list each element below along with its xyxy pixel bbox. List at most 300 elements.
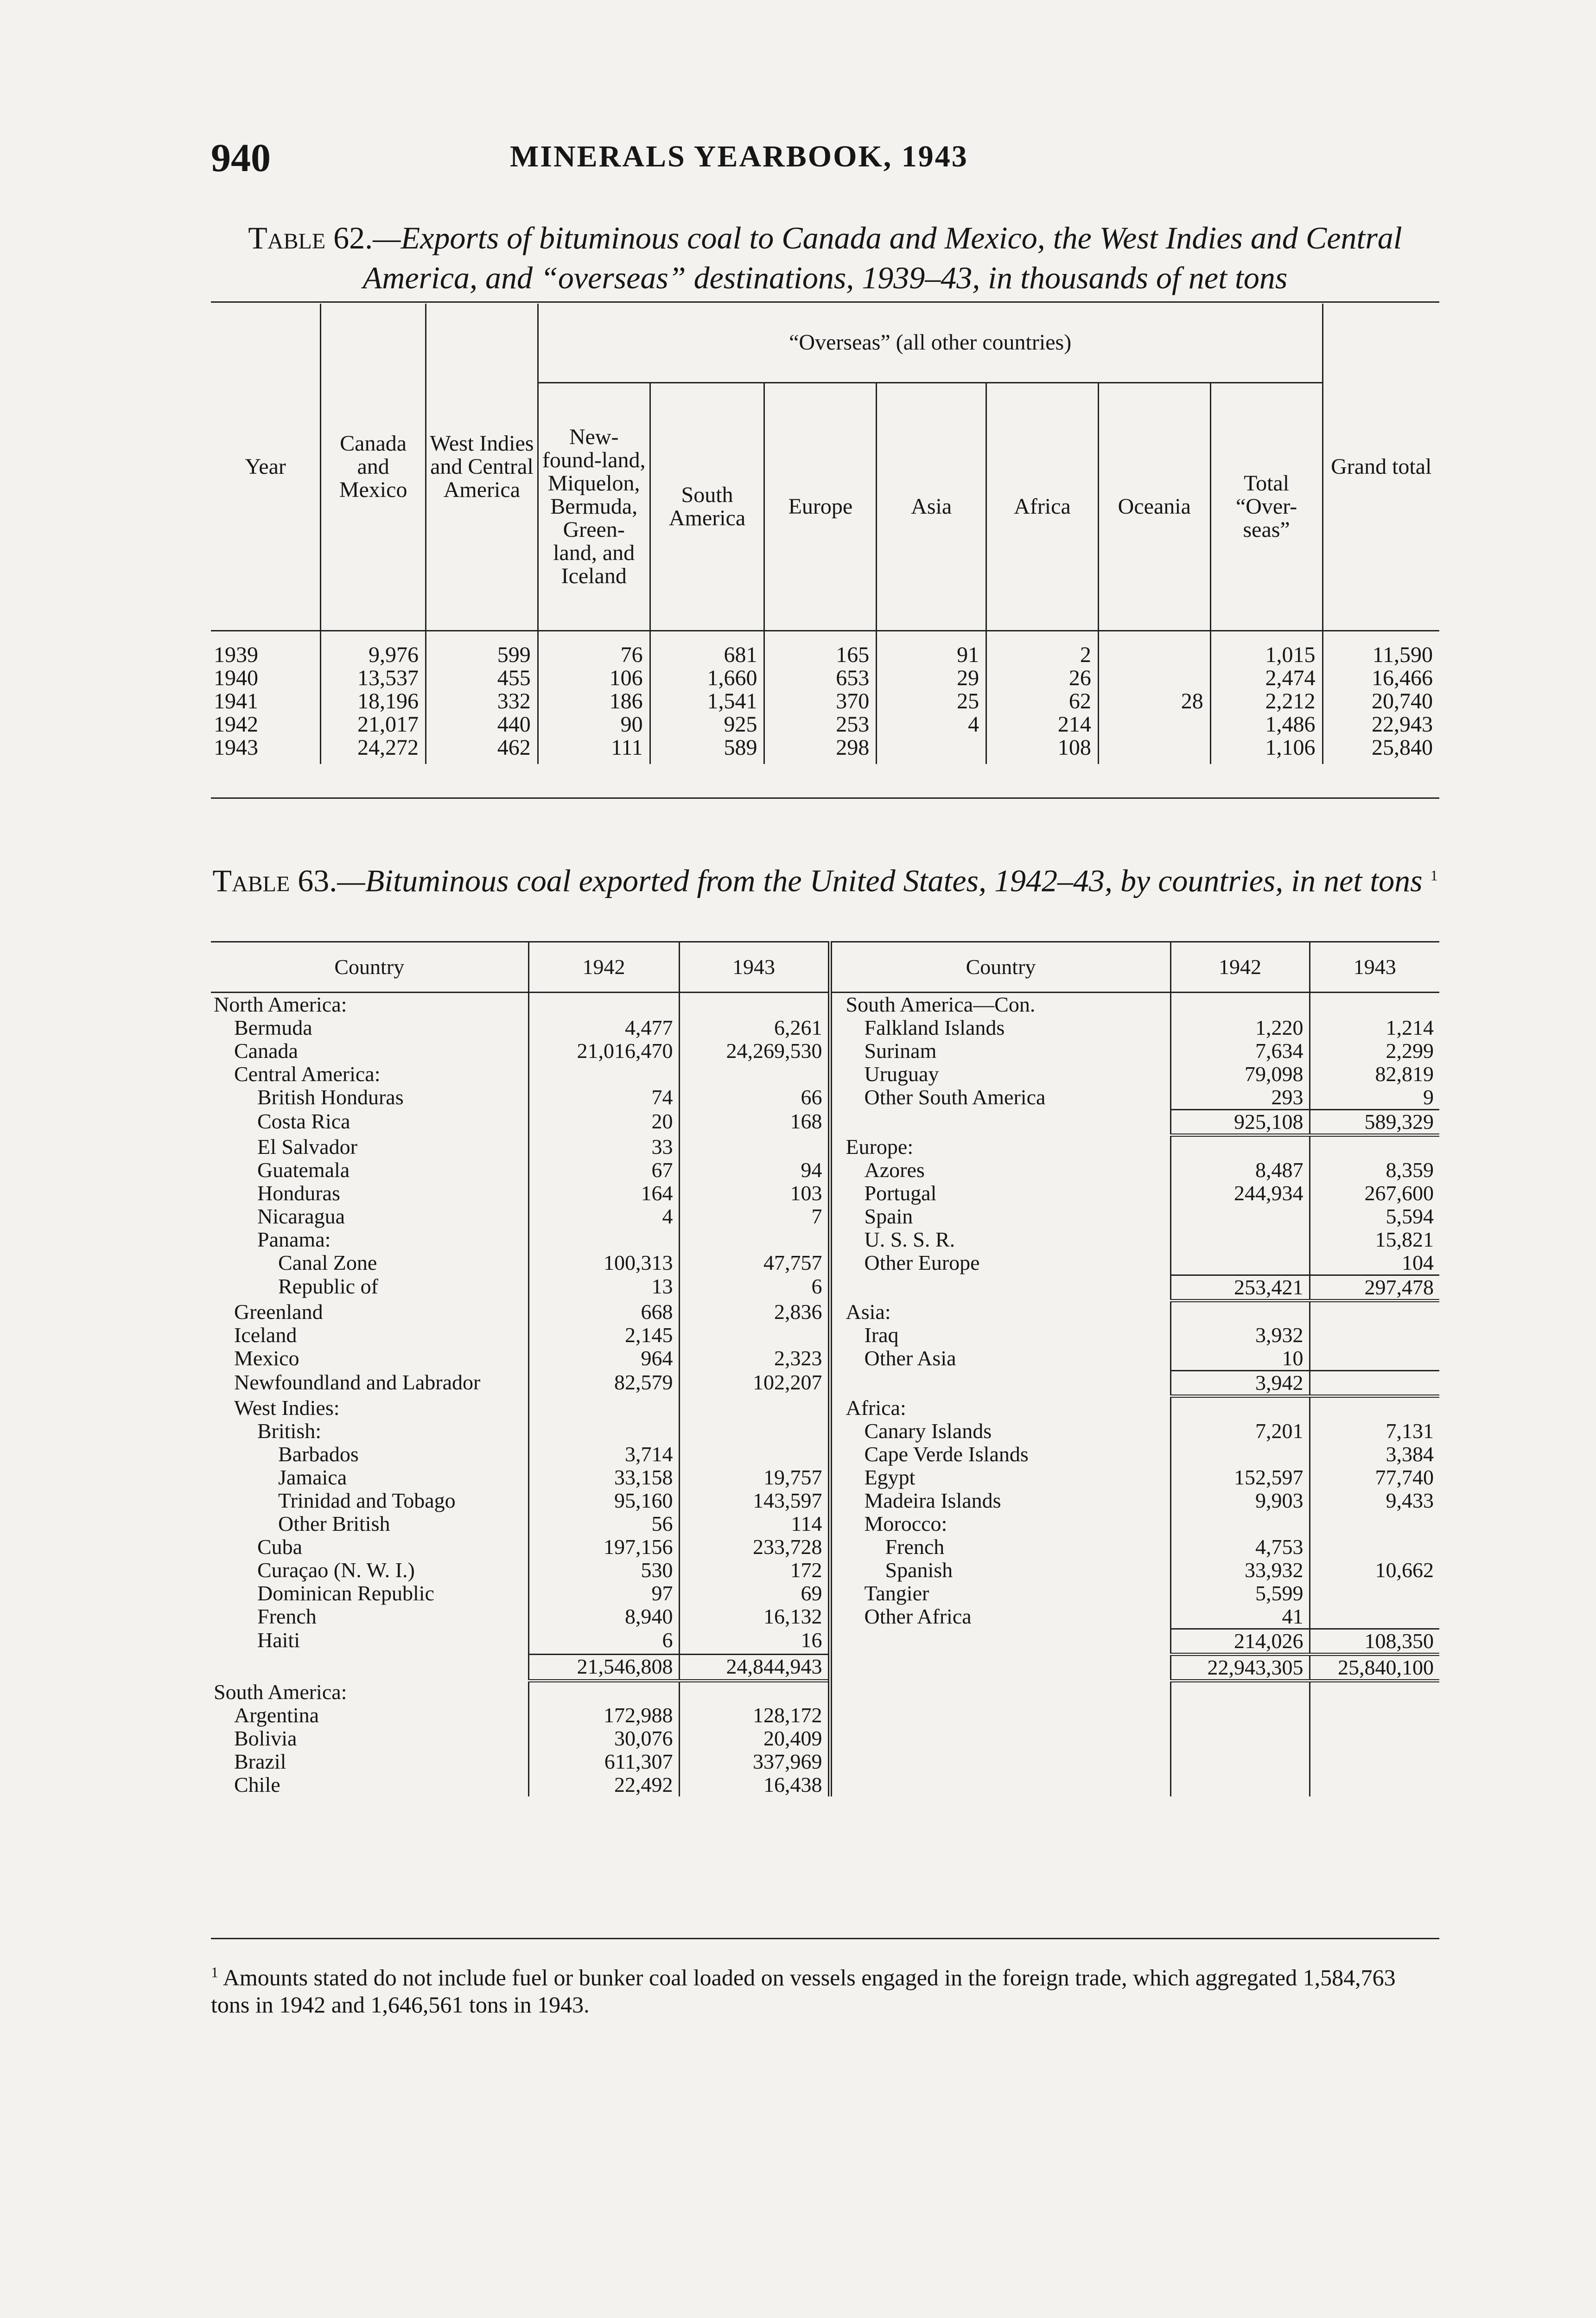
value-1942: 197,156 (528, 1535, 679, 1559)
value-1943 (1310, 1605, 1439, 1629)
value-1943 (679, 993, 830, 1017)
country-name: Surinam (830, 1039, 1170, 1063)
country-name: Argentina (234, 1703, 319, 1727)
value-1943: 9,433 (1310, 1489, 1439, 1512)
subtotal-1943 (1310, 1371, 1439, 1396)
value-1943: 16 (679, 1629, 830, 1654)
table63-row (211, 1086, 1439, 1110)
country-name: Canary Islands (830, 1420, 1170, 1443)
cell-newfoundland: 90 (538, 713, 650, 736)
value-1942 (528, 1681, 679, 1704)
cell-oceania (1098, 667, 1210, 690)
subtotal-1943: 108,350 (1310, 1629, 1439, 1654)
table63-row (211, 1396, 1439, 1420)
table63-row (211, 1016, 1439, 1039)
table63-row (211, 1135, 1439, 1159)
col-country-right: Country (830, 942, 1170, 993)
value-1942: 20 (528, 1110, 679, 1135)
table62-bottom-rule (211, 797, 1439, 799)
table63-row (211, 1605, 1439, 1629)
value-1943: 128,172 (679, 1704, 830, 1727)
table63-row (211, 1110, 1439, 1135)
cell-africa: 26 (986, 667, 1099, 690)
table63-row (211, 1063, 1439, 1086)
country-name: Asia: (830, 1300, 1170, 1324)
empty-cell (1310, 1681, 1439, 1704)
cell-west-indies: 462 (426, 736, 538, 764)
col-asia: Asia (877, 382, 986, 630)
country-name: Barbados (278, 1442, 359, 1466)
cell-south-america: 1,541 (650, 690, 764, 713)
empty-cell (1310, 1704, 1439, 1727)
empty-cell (830, 1750, 1170, 1773)
country-name: Europe: (830, 1135, 1170, 1159)
value-1942 (1170, 1135, 1310, 1159)
country-name: Other Europe (830, 1251, 1170, 1275)
table63-row (211, 1535, 1439, 1559)
country-name: West Indies: (234, 1395, 340, 1420)
value-1942: 6 (528, 1629, 679, 1654)
subtotal-1942: 22,943,305 (1170, 1654, 1310, 1681)
empty-cell (1170, 1727, 1310, 1750)
value-1943: 2,836 (679, 1300, 830, 1324)
table62-row (211, 667, 1439, 690)
table63 (211, 941, 1439, 1796)
subtotal-label (830, 1629, 1170, 1654)
cell-grand-total: 20,740 (1323, 690, 1439, 713)
value-1942 (1170, 1396, 1310, 1420)
subtotal-1942: 214,026 (1170, 1629, 1310, 1654)
value-1943 (679, 1443, 830, 1466)
subtotal-label (830, 1654, 1170, 1681)
value-1943: 16,132 (679, 1605, 830, 1629)
value-1942: 8,940 (528, 1605, 679, 1629)
country-name: Madeira Islands (830, 1489, 1170, 1512)
value-1943 (1310, 1512, 1439, 1535)
value-1943: 2,299 (1310, 1039, 1439, 1063)
cell-newfoundland: 106 (538, 667, 650, 690)
cell-grand-total: 22,943 (1323, 713, 1439, 736)
value-1942 (528, 1228, 679, 1251)
country-name: Canal Zone (278, 1250, 377, 1274)
col-total-overseas: Total “Over-seas” (1210, 382, 1323, 630)
value-1942: 97 (528, 1582, 679, 1605)
country-name: Chile (234, 1773, 280, 1796)
footnote-marker: 1 (211, 1964, 218, 1980)
value-1943: 94 (679, 1159, 830, 1182)
country-name: British: (257, 1419, 322, 1443)
value-1942: 3,932 (1170, 1324, 1310, 1347)
subtotal-1942: 21,546,808 (528, 1654, 679, 1681)
table63-row (211, 1251, 1439, 1275)
value-1943 (1310, 1535, 1439, 1559)
value-1943: 20,409 (679, 1727, 830, 1750)
empty-cell (830, 1704, 1170, 1727)
value-1943: 16,438 (679, 1773, 830, 1796)
country-name: Curaçao (N. W. I.) (257, 1558, 415, 1582)
country-name: Iceland (234, 1323, 297, 1347)
value-1943 (1310, 1135, 1439, 1159)
value-1943: 66 (679, 1086, 830, 1110)
value-1942: 41 (1170, 1605, 1310, 1629)
cell-grand-total: 16,466 (1323, 667, 1439, 690)
value-1943: 103 (679, 1182, 830, 1205)
table62-row (211, 630, 1439, 667)
subtotal-label (830, 1371, 1170, 1396)
table63-row (211, 1420, 1439, 1443)
value-1942 (528, 1396, 679, 1420)
country-name: El Salvador (257, 1134, 357, 1159)
cell-asia: 4 (877, 713, 986, 736)
cell-asia: 25 (877, 690, 986, 713)
value-1943: 24,269,530 (679, 1039, 830, 1063)
value-1943 (679, 1420, 830, 1443)
country-name: Uruguay (830, 1063, 1170, 1086)
col-1943-right: 1943 (1310, 942, 1439, 993)
value-1942: 67 (528, 1159, 679, 1182)
country-name: North America: (214, 993, 347, 1016)
cell-year: 1942 (214, 712, 258, 737)
country-name: Other British (278, 1511, 390, 1535)
value-1943: 143,597 (679, 1489, 830, 1512)
value-1942: 74 (528, 1086, 679, 1110)
country-name: Costa Rica (257, 1109, 350, 1133)
country-name: Central America: (234, 1062, 381, 1086)
value-1943: 104 (1310, 1251, 1439, 1275)
table63-row (211, 1466, 1439, 1489)
table63-row (211, 1750, 1439, 1773)
cell-africa: 62 (986, 690, 1099, 713)
country-name: Morocco: (830, 1512, 1170, 1535)
col-1942-right: 1942 (1170, 942, 1310, 993)
table63-row (211, 1324, 1439, 1347)
value-1943: 233,728 (679, 1535, 830, 1559)
cell-south-america: 925 (650, 713, 764, 736)
cell-canada-mexico: 13,537 (321, 667, 426, 690)
country-name: Spanish (830, 1559, 1170, 1582)
table63-caption (211, 855, 1439, 901)
cell-grand-total: 25,840 (1323, 736, 1439, 764)
country-name: South America: (214, 1680, 347, 1704)
cell-canada-mexico: 18,196 (321, 690, 426, 713)
value-1943: 15,821 (1310, 1228, 1439, 1251)
table63-row (211, 1228, 1439, 1251)
country-name: Cuba (257, 1535, 303, 1559)
cell-africa: 2 (986, 630, 1099, 667)
cell-west-indies: 332 (426, 690, 538, 713)
col-africa: Africa (986, 382, 1099, 630)
value-1943: 337,969 (679, 1750, 830, 1773)
value-1942: 3,714 (528, 1443, 679, 1466)
table63-row (211, 1443, 1439, 1466)
value-1942: 668 (528, 1300, 679, 1324)
table63-row (211, 1347, 1439, 1371)
country-name: Bermuda (234, 1016, 312, 1039)
value-1942: 33,932 (1170, 1559, 1310, 1582)
table63-row (211, 1489, 1439, 1512)
table63-row (211, 1629, 1439, 1654)
country-name: British Honduras (257, 1085, 404, 1109)
value-1943: 77,740 (1310, 1466, 1439, 1489)
empty-cell (1310, 1727, 1439, 1750)
table63-footnote (211, 1959, 1439, 2018)
country-name: Iraq (830, 1324, 1170, 1347)
country-name: Panama: (257, 1227, 331, 1251)
value-1943 (679, 1396, 830, 1420)
value-1942 (1170, 1443, 1310, 1466)
value-1943: 102,207 (679, 1371, 830, 1396)
table63-row (211, 1159, 1439, 1182)
cell-europe: 653 (764, 667, 877, 690)
empty-cell (1170, 1773, 1310, 1796)
col-1942-left: 1942 (528, 942, 679, 993)
value-1943: 19,757 (679, 1466, 830, 1489)
cell-year: 1939 (214, 642, 258, 667)
country-name: Brazil (234, 1750, 286, 1773)
value-1943: 1,214 (1310, 1016, 1439, 1039)
country-name: Newfoundland and Labrador (234, 1370, 481, 1394)
empty-cell (830, 1727, 1170, 1750)
value-1943: 267,600 (1310, 1182, 1439, 1205)
value-1943: 8,359 (1310, 1159, 1439, 1182)
value-1943 (1310, 1300, 1439, 1324)
value-1943 (679, 1063, 830, 1086)
value-1942: 530 (528, 1559, 679, 1582)
value-1943: 7,131 (1310, 1420, 1439, 1443)
table63-row (211, 1512, 1439, 1535)
cell-europe: 253 (764, 713, 877, 736)
country-name: Trinidad and Tobago (278, 1488, 456, 1512)
cell-west-indies: 455 (426, 667, 538, 690)
table63-row (211, 1300, 1439, 1324)
cell-africa: 214 (986, 713, 1099, 736)
cell-oceania: 28 (1098, 690, 1210, 713)
col-oceania: Oceania (1098, 382, 1210, 630)
value-1942 (1170, 1300, 1310, 1324)
table63-row (211, 1039, 1439, 1063)
value-1942: 4,477 (528, 1016, 679, 1039)
value-1943 (679, 1681, 830, 1704)
value-1942: 4 (528, 1205, 679, 1228)
country-name: Bolivia (234, 1726, 297, 1750)
value-1943: 69 (679, 1582, 830, 1605)
empty-cell (830, 1681, 1170, 1704)
country-name: Other Africa (830, 1605, 1170, 1629)
value-1942 (1170, 1228, 1310, 1251)
cell-europe: 165 (764, 630, 877, 667)
value-1942: 964 (528, 1347, 679, 1371)
value-1943: 114 (679, 1512, 830, 1535)
col-1943-left: 1943 (679, 942, 830, 993)
country-name: Portugal (830, 1182, 1170, 1205)
country-name: Africa: (830, 1396, 1170, 1420)
subtotal-label (211, 1654, 528, 1681)
table62-row (211, 690, 1439, 713)
col-overseas-group: “Overseas” (all other countries) (538, 304, 1323, 382)
table63-bottom-rule (211, 1938, 1439, 1939)
value-1942: 1,220 (1170, 1016, 1310, 1039)
cell-south-america: 681 (650, 630, 764, 667)
table63-row (211, 1727, 1439, 1750)
cell-total-overseas: 1,015 (1210, 630, 1323, 667)
value-1942 (1170, 1205, 1310, 1228)
cell-asia (877, 736, 986, 764)
country-name: Azores (830, 1159, 1170, 1182)
empty-cell (1170, 1704, 1310, 1727)
empty-cell (1170, 1681, 1310, 1704)
value-1943: 9 (1310, 1086, 1439, 1110)
value-1942: 22,492 (528, 1773, 679, 1796)
value-1942: 79,098 (1170, 1063, 1310, 1086)
value-1943: 6 (679, 1275, 830, 1300)
value-1943: 82,819 (1310, 1063, 1439, 1086)
cell-total-overseas: 1,486 (1210, 713, 1323, 736)
value-1942 (1170, 1512, 1310, 1535)
value-1942: 172,988 (528, 1704, 679, 1727)
value-1943: 172 (679, 1559, 830, 1582)
col-country-left: Country (211, 942, 528, 993)
col-year: Year (211, 304, 321, 630)
col-newfoundland: New-found-land, Miquelon, Bermuda, Green-land, and Iceland (538, 382, 650, 630)
cell-oceania (1098, 630, 1210, 667)
value-1943 (1310, 1396, 1439, 1420)
table63-row (211, 1205, 1439, 1228)
table63-row (211, 1681, 1439, 1704)
cell-south-america: 589 (650, 736, 764, 764)
running-title: MINERALS YEARBOOK, 1943 (510, 140, 968, 173)
value-1943 (1310, 1347, 1439, 1371)
cell-year: 1943 (214, 735, 258, 760)
country-name: French (830, 1535, 1170, 1559)
table63-row (211, 1704, 1439, 1727)
table62-label: Table 62. (248, 220, 373, 255)
cell-europe: 370 (764, 690, 877, 713)
table63-label: Table 63. (212, 863, 337, 898)
value-1943: 7 (679, 1205, 830, 1228)
country-name: Jamaica (278, 1465, 347, 1489)
value-1943 (679, 1135, 830, 1159)
value-1942: 2,145 (528, 1324, 679, 1347)
country-name: Canada (234, 1039, 298, 1063)
empty-cell (1170, 1750, 1310, 1773)
table63-row (211, 1182, 1439, 1205)
country-name: French (257, 1604, 317, 1628)
value-1942: 5,599 (1170, 1582, 1310, 1605)
value-1942: 13 (528, 1275, 679, 1300)
country-name: Haiti (257, 1628, 300, 1652)
col-canada-mexico: Canada and Mexico (321, 304, 426, 630)
value-1942: 100,313 (528, 1251, 679, 1275)
cell-asia: 29 (877, 667, 986, 690)
value-1943: 2,323 (679, 1347, 830, 1371)
country-name: Other Asia (830, 1347, 1170, 1371)
cell-west-indies: 599 (426, 630, 538, 667)
value-1942: 4,753 (1170, 1535, 1310, 1559)
value-1943: 10,662 (1310, 1559, 1439, 1582)
cell-asia: 91 (877, 630, 986, 667)
cell-year: 1940 (214, 665, 258, 690)
value-1942: 7,201 (1170, 1420, 1310, 1443)
table62-caption-text: —Exports of bituminous coal to Canada and Mexico, the West Indies and Central America, and “overseas” destinations, 1939–43, in thousands of net tons (362, 220, 1402, 295)
value-1942: 82,579 (528, 1371, 679, 1396)
table62 (211, 304, 1439, 764)
value-1942: 244,934 (1170, 1182, 1310, 1205)
table62-row (211, 713, 1439, 736)
value-1942 (528, 993, 679, 1017)
cell-newfoundland: 76 (538, 630, 650, 667)
value-1943: 168 (679, 1110, 830, 1135)
value-1943: 3,384 (1310, 1443, 1439, 1466)
table63-row (211, 1773, 1439, 1796)
value-1942: 152,597 (1170, 1466, 1310, 1489)
table63-footnote-ref: 1 (1430, 867, 1438, 884)
value-1942: 33 (528, 1135, 679, 1159)
value-1942: 9,903 (1170, 1489, 1310, 1512)
value-1943 (1310, 993, 1439, 1017)
subtotal-1942: 925,108 (1170, 1110, 1310, 1135)
cell-newfoundland: 111 (538, 736, 650, 764)
country-name: Cape Verde Islands (830, 1443, 1170, 1466)
country-name: Tangier (830, 1582, 1170, 1605)
empty-cell (1310, 1750, 1439, 1773)
country-name: South America—Con. (830, 993, 1170, 1017)
table63-row (211, 1559, 1439, 1582)
value-1942 (1170, 993, 1310, 1017)
value-1943: 5,594 (1310, 1205, 1439, 1228)
country-name: Greenland (234, 1300, 323, 1324)
cell-south-america: 1,660 (650, 667, 764, 690)
country-name: Mexico (234, 1346, 299, 1370)
value-1942: 164 (528, 1182, 679, 1205)
country-name: Egypt (830, 1466, 1170, 1489)
value-1942: 33,158 (528, 1466, 679, 1489)
empty-cell (830, 1773, 1170, 1796)
cell-total-overseas: 1,106 (1210, 736, 1323, 764)
country-name: U. S. S. R. (830, 1228, 1170, 1251)
value-1943: 6,261 (679, 1016, 830, 1039)
value-1942 (1170, 1251, 1310, 1275)
empty-cell (1310, 1773, 1439, 1796)
col-europe: Europe (764, 382, 877, 630)
value-1942 (528, 1420, 679, 1443)
value-1942: 10 (1170, 1347, 1310, 1371)
table62-row (211, 736, 1439, 764)
cell-oceania (1098, 736, 1210, 764)
cell-canada-mexico: 24,272 (321, 736, 426, 764)
country-name: Nicaragua (257, 1204, 345, 1228)
cell-canada-mexico: 9,976 (321, 630, 426, 667)
subtotal-1943: 589,329 (1310, 1110, 1439, 1135)
country-name: Dominican Republic (257, 1581, 434, 1605)
subtotal-label (830, 1275, 1170, 1300)
col-south-america: South America (650, 382, 764, 630)
value-1943 (1310, 1324, 1439, 1347)
table63-row (211, 1654, 1439, 1681)
subtotal-1942: 3,942 (1170, 1371, 1310, 1396)
subtotal-1943: 297,478 (1310, 1275, 1439, 1300)
value-1942: 21,016,470 (528, 1039, 679, 1063)
page-number: 940 (211, 135, 271, 180)
value-1943 (679, 1324, 830, 1347)
subtotal-1943: 24,844,943 (679, 1654, 830, 1681)
cell-west-indies: 440 (426, 713, 538, 736)
cell-newfoundland: 186 (538, 690, 650, 713)
col-grand-total: Grand total (1323, 304, 1439, 630)
value-1942: 7,634 (1170, 1039, 1310, 1063)
value-1942: 293 (1170, 1086, 1310, 1110)
value-1942: 611,307 (528, 1750, 679, 1773)
col-west-indies: West Indies and Central America (426, 304, 538, 630)
